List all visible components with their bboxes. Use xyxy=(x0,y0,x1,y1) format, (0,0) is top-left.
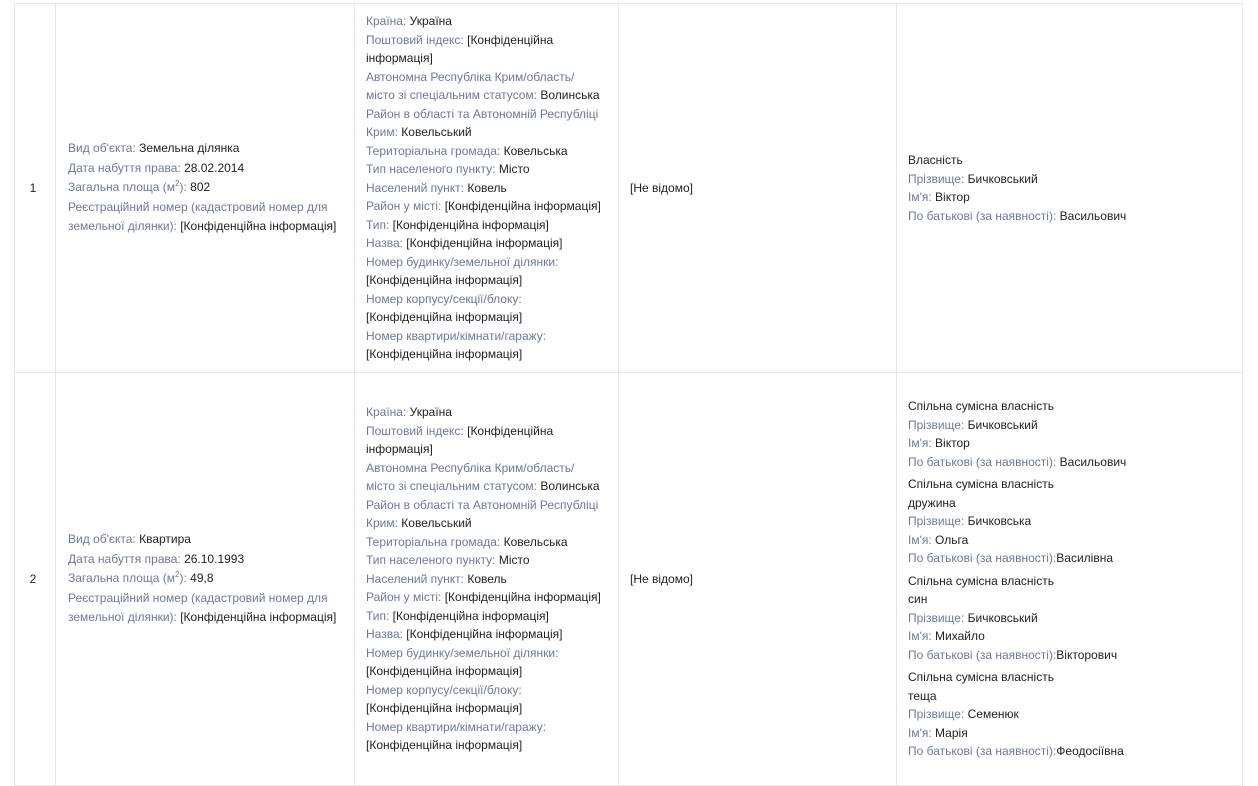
address-label: Номер квартири/кімнати/гаражу: xyxy=(366,719,547,734)
address-value: інформація] xyxy=(366,442,433,457)
owner-label: Прізвище: xyxy=(908,417,968,432)
owner-line xyxy=(908,170,1232,189)
total-area xyxy=(68,178,344,198)
registration-number xyxy=(68,198,344,237)
owner-value: Спільна сумісна власність xyxy=(908,477,1054,492)
owner-label: Прізвище: xyxy=(908,514,968,529)
owner-value: син xyxy=(908,592,928,607)
address-value: інформація] xyxy=(366,51,433,66)
object-info xyxy=(56,373,355,786)
property-table xyxy=(14,3,1243,786)
owner-block xyxy=(908,151,1232,225)
owner-line xyxy=(908,549,1232,568)
owner-value: Спільна сумісна власність xyxy=(908,399,1054,414)
object-type xyxy=(68,139,344,159)
address-label: Крим: xyxy=(366,516,402,531)
address-value: Ковельський xyxy=(401,516,472,531)
table-row xyxy=(15,4,1243,373)
owner-value: Вікторович xyxy=(1056,647,1118,662)
owners-info xyxy=(897,4,1243,373)
address-label: Країна: xyxy=(366,14,410,29)
owner-line xyxy=(908,512,1232,531)
address-label: Район у місті: xyxy=(366,590,445,605)
address-line xyxy=(366,253,612,272)
owner-label: Ім'я: xyxy=(908,436,936,451)
owner-label: По батькові (за наявності): xyxy=(908,208,1060,223)
object-type-value: Квартира xyxy=(139,532,191,547)
registration-number-value: [Конфіденційна інформація] xyxy=(180,610,337,625)
address-label: Номер корпусу/секції/блоку: xyxy=(366,682,522,697)
owner-value: дружина xyxy=(908,495,956,510)
address-value: Україна xyxy=(409,14,452,29)
table-row xyxy=(15,373,1243,786)
owner-line xyxy=(908,416,1232,435)
address-value: [Конфіденційна інформація] xyxy=(406,236,563,251)
address-label: Тип: xyxy=(366,608,393,623)
address-line xyxy=(366,699,612,718)
owner-block xyxy=(908,397,1232,471)
address-value: Ковельська xyxy=(503,534,568,549)
address-line xyxy=(366,736,612,755)
owner-value: Спільна сумісна власність xyxy=(908,573,1054,588)
owner-value: Бичковська xyxy=(967,514,1032,529)
total-area-label-end: ): xyxy=(179,180,191,195)
address-line xyxy=(366,625,612,644)
owner-label: Прізвище: xyxy=(908,610,968,625)
registration-number-value: [Конфіденційна інформація] xyxy=(180,219,337,234)
acquisition-date-label: Дата набуття права: xyxy=(68,551,185,566)
address-line xyxy=(366,345,612,364)
owner-value: Спільна сумісна власність xyxy=(908,670,1054,685)
address-line xyxy=(366,290,612,309)
owner-value: Бичковський xyxy=(967,610,1038,625)
object-type xyxy=(68,530,344,550)
owner-label: Ім'я: xyxy=(908,190,936,204)
address-label: місто зі спеціальним статусом: xyxy=(366,479,541,494)
owner-line xyxy=(908,207,1232,226)
address-line xyxy=(366,31,612,50)
address-label: Номер корпусу/секції/блоку: xyxy=(366,291,522,306)
owner-label: Ім'я: xyxy=(908,725,936,740)
address-line xyxy=(366,308,612,327)
owner-line xyxy=(908,572,1232,591)
owner-value: теща xyxy=(908,688,937,703)
address-info xyxy=(355,373,619,786)
address-label: Номер будинку/земельної ділянки: xyxy=(366,254,559,269)
owner-line xyxy=(908,742,1232,761)
owner-line xyxy=(908,151,1232,170)
address-line xyxy=(366,12,612,31)
owner-value: Віктор xyxy=(935,190,970,204)
row-number: 2 xyxy=(15,373,56,786)
address-line xyxy=(366,86,612,105)
acquisition-date-value: 26.10.1993 xyxy=(184,551,245,566)
address-label: Назва: xyxy=(366,236,407,251)
address-label: Тип населеного пункту: xyxy=(366,553,499,568)
address-line xyxy=(366,68,612,87)
owner-line xyxy=(908,475,1232,494)
address-value: Місто xyxy=(498,162,530,177)
owner-line xyxy=(908,668,1232,687)
owner-value: Марія xyxy=(935,725,968,740)
address-label: Номер квартири/кімнати/гаражу: xyxy=(366,328,547,343)
address-value: Місто xyxy=(498,553,530,568)
address-value: [Конфіденційна інформація] xyxy=(406,627,563,642)
object-type-label: Вид об'єкта: xyxy=(68,532,140,547)
registration-number-label: Реєстраційний номер (кадастровий номер для земельної ділянки): xyxy=(68,590,328,625)
address-line xyxy=(366,551,612,570)
address-line xyxy=(366,662,612,681)
address-label: Район в області та Автономній Республіці xyxy=(366,497,599,512)
address-label: Назва: xyxy=(366,627,407,642)
owner-value: Бичковський xyxy=(967,417,1038,432)
owners-info xyxy=(897,373,1243,786)
address-info xyxy=(355,4,619,373)
address-label: Територіальна громада: xyxy=(366,143,504,158)
address-label: Населений пункт: xyxy=(366,180,468,195)
address-line xyxy=(366,234,612,253)
owner-line xyxy=(908,434,1232,453)
address-value: [Конфіденційна інформація] xyxy=(392,217,549,232)
address-value: [Конфіденційна інформація] xyxy=(366,347,523,362)
address-label: Автономна Республіка Крим/область/ xyxy=(366,460,575,475)
address-line xyxy=(366,271,612,290)
address-line xyxy=(366,403,612,422)
address-line xyxy=(366,123,612,142)
owner-label: По батькові (за наявності): xyxy=(908,647,1057,662)
address-value: [Конфіденційна інформація] xyxy=(366,273,523,288)
address-line xyxy=(366,477,612,496)
area-unit-superscript: 2 xyxy=(175,179,180,189)
owner-line xyxy=(908,646,1232,665)
address-line xyxy=(366,440,612,459)
acquisition-date xyxy=(68,550,344,570)
address-value: [Конфіденційна xyxy=(467,423,554,438)
owner-label: Прізвище: xyxy=(908,171,968,186)
address-line xyxy=(366,459,612,478)
address-value: Волинська xyxy=(540,479,600,494)
address-label: Район в області та Автономній Республіці xyxy=(366,106,599,121)
total-area xyxy=(68,569,344,589)
row-number: 1 xyxy=(15,4,56,373)
address-line xyxy=(366,588,612,607)
owner-value: Семенюк xyxy=(967,707,1019,722)
owner-value: Ольга xyxy=(935,532,969,547)
owner-line xyxy=(908,188,1232,207)
owner-line xyxy=(908,494,1232,513)
owner-value: Васильович xyxy=(1059,208,1127,223)
owner-label: Ім'я: xyxy=(908,629,936,644)
address-label: Поштовий індекс: xyxy=(366,423,468,438)
owner-line xyxy=(908,724,1232,743)
address-line xyxy=(366,607,612,626)
total-area-label-end: ): xyxy=(179,571,191,586)
address-value: Україна xyxy=(409,405,452,420)
address-line xyxy=(366,142,612,161)
address-label: місто зі спеціальним статусом: xyxy=(366,88,541,103)
address-line xyxy=(366,160,612,179)
address-value: [Конфіденційна інформація] xyxy=(444,199,601,214)
owner-value: Василівна xyxy=(1056,551,1114,566)
address-line xyxy=(366,179,612,198)
address-label: Крим: xyxy=(366,125,402,140)
address-line xyxy=(366,533,612,552)
owner-label: По батькові (за наявності): xyxy=(908,744,1057,759)
address-value: Волинська xyxy=(540,88,600,103)
address-value: Ковельський xyxy=(401,125,472,140)
total-area-value: 49,8 xyxy=(190,571,214,586)
total-area-label: Загальна площа (м xyxy=(68,571,176,586)
acquisition-date xyxy=(68,159,344,179)
owner-block xyxy=(908,475,1232,568)
owner-label: По батькові (за наявності): xyxy=(908,454,1060,469)
total-area-label: Загальна площа (м xyxy=(68,180,176,195)
address-value: [Конфіденційна інформація] xyxy=(366,664,523,679)
owner-line xyxy=(908,627,1232,646)
right-status: [Не відомо] xyxy=(619,373,897,786)
address-label: Тип: xyxy=(366,217,393,232)
address-value: Ковель xyxy=(467,571,507,586)
owner-value: Васильович xyxy=(1059,454,1127,469)
address-line xyxy=(366,570,612,589)
address-line xyxy=(366,514,612,533)
owner-line xyxy=(908,609,1232,628)
address-value: Ковельська xyxy=(503,143,568,158)
registration-number-label: Реєстраційний номер (кадастровий номер для земельної ділянки): xyxy=(68,199,328,234)
address-line xyxy=(366,422,612,441)
object-type-label: Вид об'єкта: xyxy=(68,141,140,156)
address-line xyxy=(366,327,612,346)
owner-line xyxy=(908,531,1232,550)
owner-value: Віктор xyxy=(935,436,970,451)
address-label: Територіальна громада: xyxy=(366,534,504,549)
owner-label: Прізвище: xyxy=(908,707,968,722)
address-line xyxy=(366,105,612,124)
address-line xyxy=(366,681,612,700)
object-info xyxy=(56,4,355,373)
owner-line xyxy=(908,453,1232,472)
object-type-value: Земельна ділянка xyxy=(139,141,240,156)
address-value: [Конфіденційна інформація] xyxy=(392,608,549,623)
owner-label: Ім'я: xyxy=(908,532,936,547)
address-value: Ковель xyxy=(467,180,507,195)
right-status: [Не відомо] xyxy=(619,4,897,373)
address-label: Тип населеного пункту: xyxy=(366,162,499,177)
address-line xyxy=(366,496,612,515)
owner-line xyxy=(908,590,1232,609)
address-label: Поштовий індекс: xyxy=(366,32,468,47)
area-unit-superscript: 2 xyxy=(175,570,180,580)
address-value: [Конфіденційна інформація] xyxy=(366,738,523,753)
address-label: Номер будинку/земельної ділянки: xyxy=(366,645,559,660)
address-line xyxy=(366,216,612,235)
address-line xyxy=(366,644,612,663)
owner-value: Феодосіївна xyxy=(1056,744,1124,759)
owner-value: Бичковський xyxy=(967,171,1038,186)
address-value: [Конфіденційна інформація] xyxy=(366,701,523,716)
address-label: Країна: xyxy=(366,405,410,420)
owner-block xyxy=(908,668,1232,761)
owner-line xyxy=(908,705,1232,724)
owner-value: Михайло xyxy=(935,629,985,644)
address-line xyxy=(366,49,612,68)
total-area-value: 802 xyxy=(190,180,211,195)
address-value: [Конфіденційна інформація] xyxy=(444,590,601,605)
registration-number xyxy=(68,589,344,628)
address-line xyxy=(366,718,612,737)
address-label: Район у місті: xyxy=(366,199,445,214)
acquisition-date-label: Дата набуття права: xyxy=(68,160,185,175)
owner-block xyxy=(908,572,1232,665)
acquisition-date-value: 28.02.2014 xyxy=(184,160,245,175)
owner-line xyxy=(908,687,1232,706)
address-value: [Конфіденційна інформація] xyxy=(366,310,523,325)
address-value: [Конфіденційна xyxy=(467,32,554,47)
address-label: Населений пункт: xyxy=(366,571,468,586)
owner-line xyxy=(908,397,1232,416)
owner-label: По батькові (за наявності): xyxy=(908,551,1057,566)
address-line xyxy=(366,197,612,216)
address-label: Автономна Республіка Крим/область/ xyxy=(366,69,575,84)
owner-value: Власність xyxy=(908,153,963,167)
